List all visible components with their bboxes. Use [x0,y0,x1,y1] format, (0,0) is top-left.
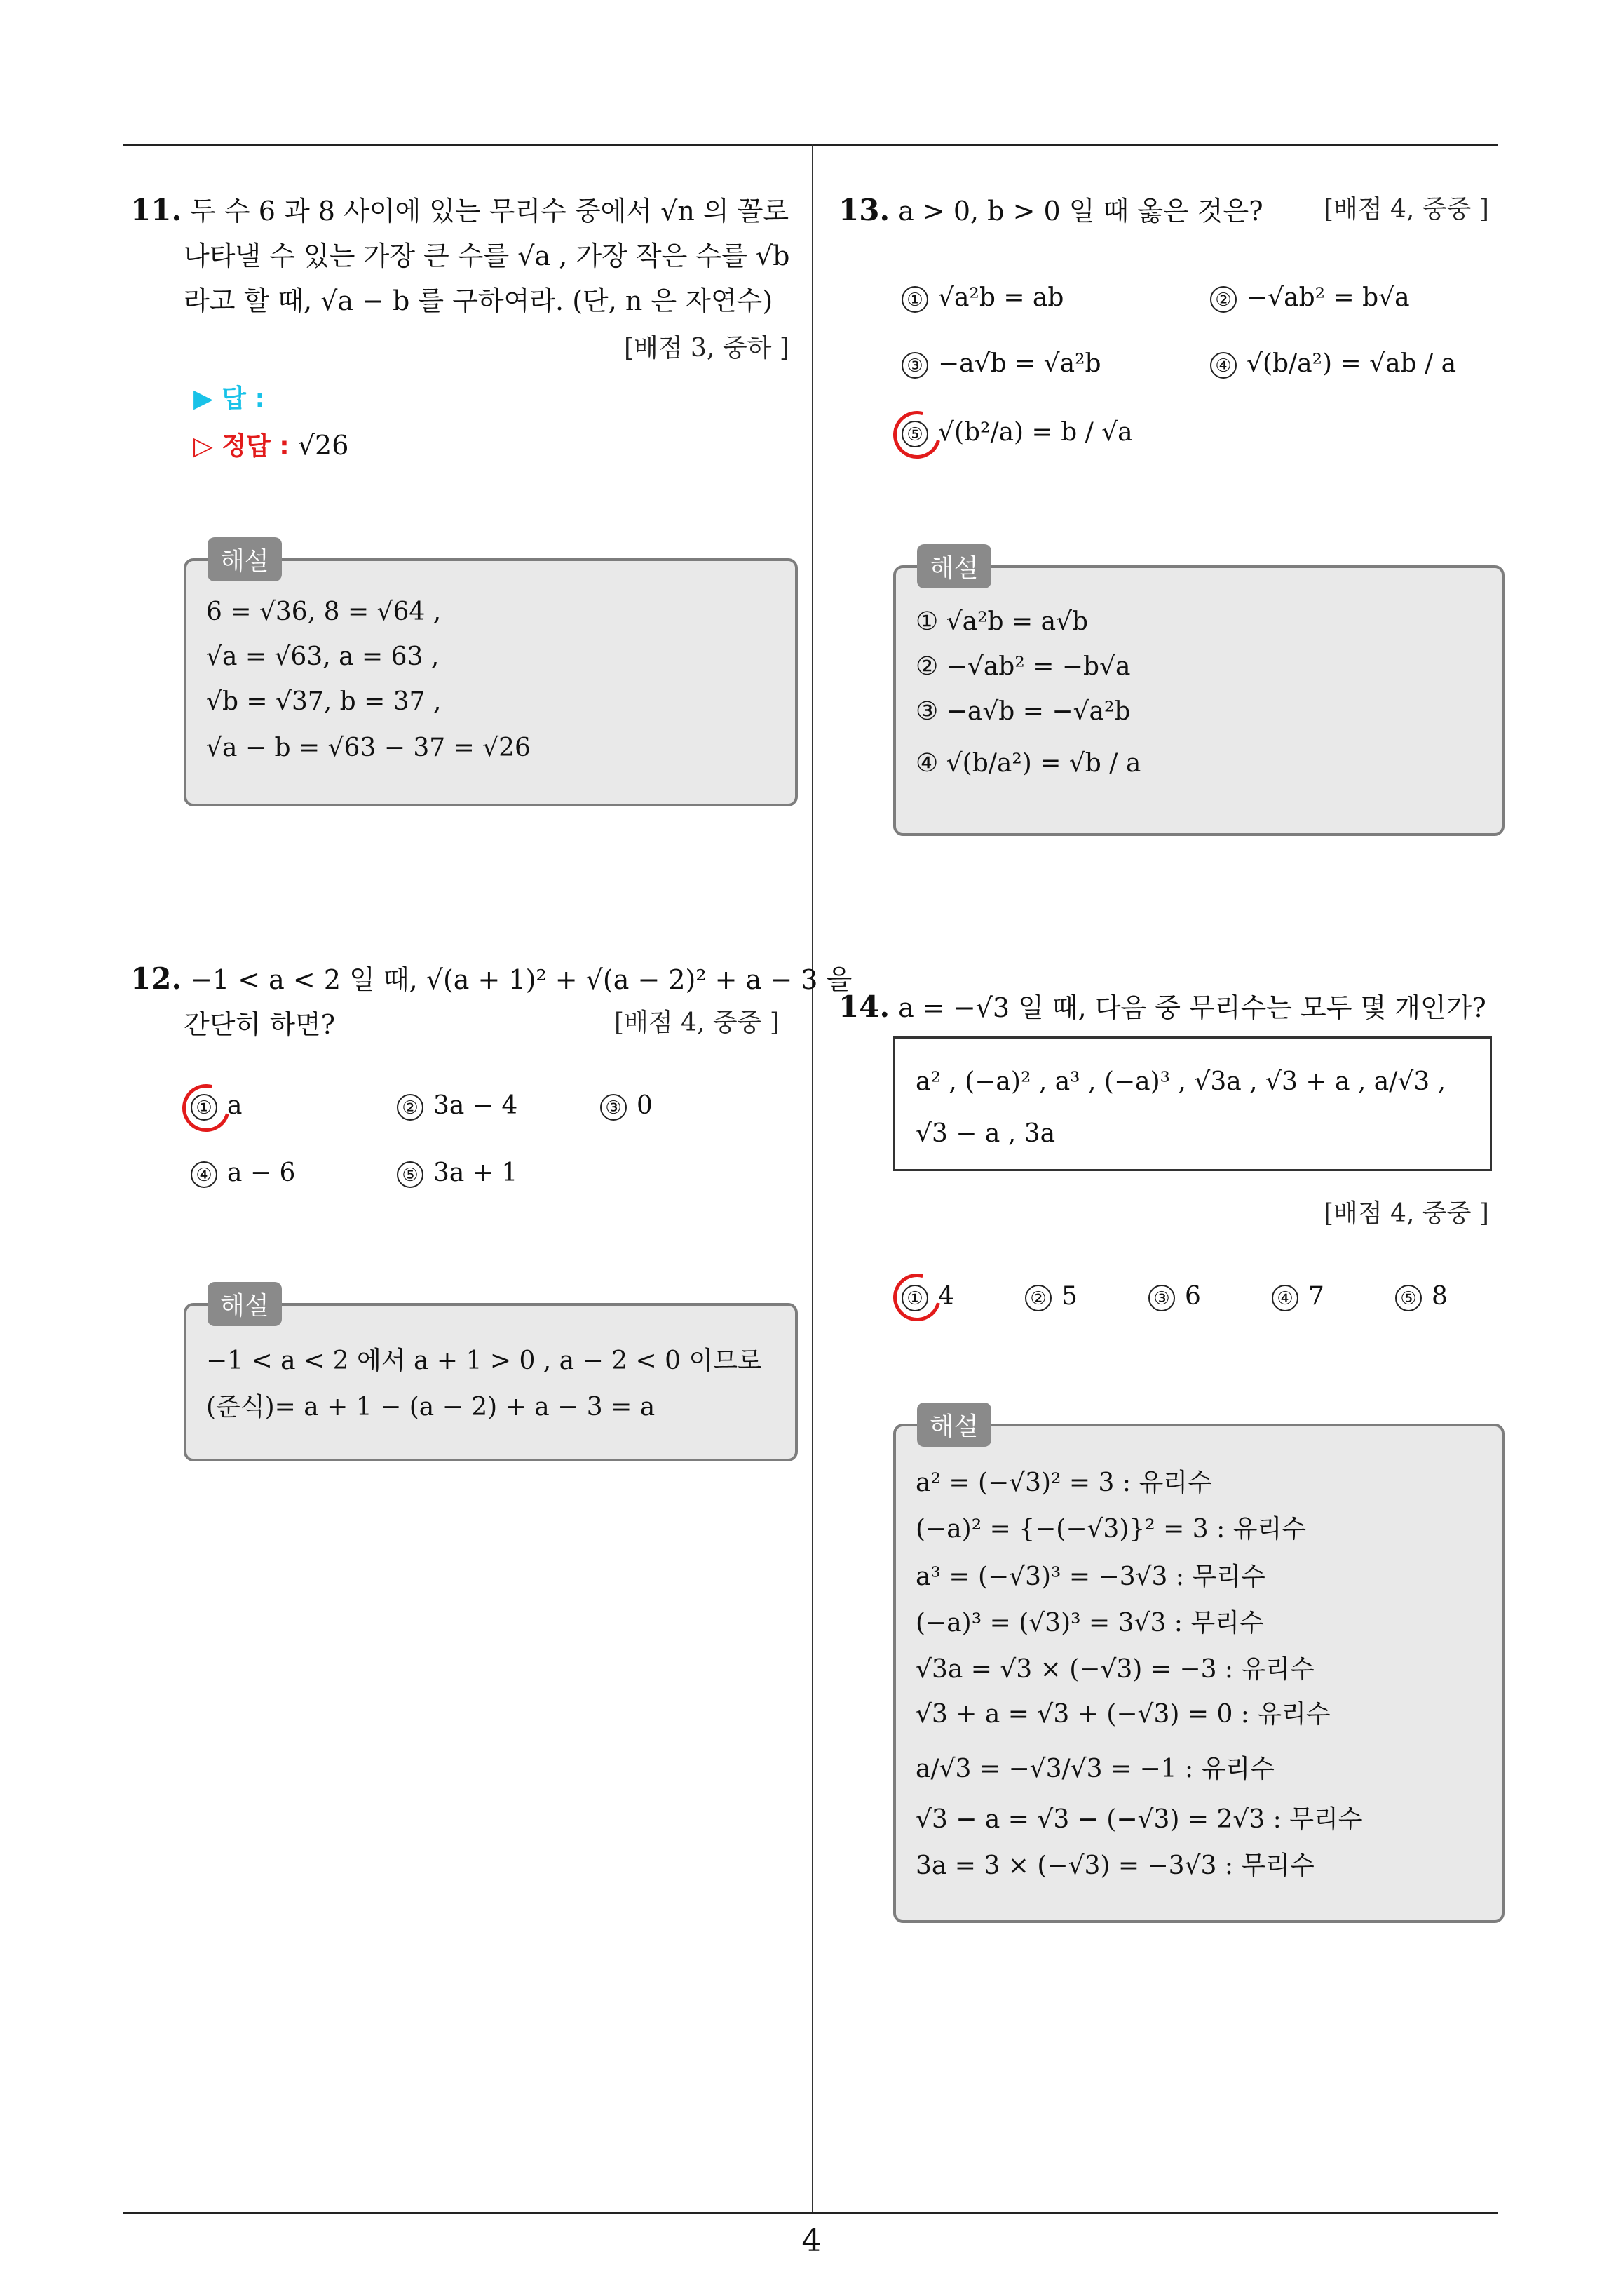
solution-line: √b = √37, b = 37 , [206,687,442,716]
question-number: 14. [838,990,890,1024]
option-text: 0 [637,1091,653,1120]
question-text: 두 수 6 과 8 사이에 있는 무리수 중에서 √n 의 꼴로 [190,196,789,227]
option-number: ④ [1210,352,1237,379]
top-rule [123,144,1498,146]
expression-line: √3 − a , 3a [916,1119,1056,1148]
solution-line: √3 + a = √3 + (−√3) = 0 : 유리수 [916,1700,1331,1729]
question-text: 라고 할 때, √a − b 를 구하여라. (단, n 은 자연수) [184,285,773,316]
option-text: −√ab² = b√a [1247,283,1410,312]
question-text: a > 0, b > 0 일 때 옳은 것은? [898,196,1263,227]
option-text: 3a + 1 [433,1159,518,1187]
question-text: −1 < a < 2 일 때, √(a + 1)² + √(a − 2)² + a − 3 을 [190,964,853,995]
option-number: ⑤ [397,1161,423,1188]
question-number: 12. [130,961,182,996]
option-1[interactable] [902,283,1064,313]
option-number: ③ [600,1094,627,1121]
option-number: ② [397,1094,423,1121]
score-meta: [배점 3, 중하 ] [624,334,789,363]
option-text: a − 6 [227,1159,296,1187]
solution-line: √3 − a = √3 − (−√3) = 2√3 : 무리수 [916,1805,1363,1834]
solution-line: −1 < a < 2 에서 a + 1 > 0 , a − 2 < 0 이므로 [206,1346,762,1375]
option-number: ② [1210,286,1237,313]
option-number: ② [1025,1285,1052,1311]
solution-line: ③ −a√b = −√a²b [916,697,1131,726]
option-number: ③ [1148,1285,1175,1311]
question-text: 간단히 하면? [184,1009,335,1040]
answer-label: ▶ 답 : [193,384,265,413]
question-text: 나타낼 수 있는 가장 큰 수를 √a , 가장 작은 수를 √b [184,241,790,271]
option-2[interactable] [1025,1282,1078,1311]
expression-box [893,1036,1492,1171]
solution-line: √a − b = √63 − 37 = √26 [206,734,531,762]
solution-title: 해설 [917,544,991,588]
bottom-rule [123,2212,1498,2214]
page-number: 4 [801,2223,822,2259]
option-5[interactable] [397,1159,517,1188]
option-3[interactable] [600,1091,653,1121]
solution-line: (−a)³ = (√3)³ = 3√3 : 무리수 [916,1609,1264,1637]
solution-line: (준식)= a + 1 − (a − 2) + a − 3 = a [206,1393,656,1422]
solution-line: ② −√ab² = −b√a [916,652,1131,681]
option-text: 3a − 4 [433,1091,518,1120]
option-number: ① [191,1094,217,1121]
option-text: √a²b = ab [938,283,1064,312]
solution-line: a³ = (−√3)³ = −3√3 : 무리수 [916,1562,1265,1591]
solution-box [184,1303,798,1461]
solution-line: √3a = √3 × (−√3) = −3 : 유리수 [916,1655,1315,1684]
option-number: ④ [1272,1285,1298,1311]
option-number: ① [902,1285,928,1311]
solution-box [184,558,798,806]
solution-line: √a = √63, a = 63 , [206,642,440,671]
option-number: ④ [191,1161,217,1188]
option-3[interactable] [902,349,1101,379]
option-number: ③ [902,352,928,379]
solution-line: 3a = 3 × (−√3) = −3√3 : 무리수 [916,1851,1315,1880]
option-4[interactable] [191,1159,295,1188]
score-meta: [배점 4, 중중 ] [614,1008,780,1037]
option-text: −a√b = √a²b [938,349,1101,378]
question-number: 13. [838,193,890,227]
score-meta: [배점 4, 중중 ] [1324,195,1489,224]
option-text: 7 [1308,1282,1324,1311]
option-number: ⑤ [1395,1285,1422,1311]
solution-line: ① √a²b = a√b [916,607,1089,636]
option-1[interactable] [191,1091,242,1121]
score-meta: [배점 4, 중중 ] [1324,1199,1489,1228]
solution-title: 해설 [917,1403,991,1447]
solution-line: ④ √(b/a²) = √b / a [916,749,1141,778]
option-number: ① [902,286,928,313]
option-4[interactable] [1272,1282,1324,1311]
solution-title: 해설 [208,537,282,581]
option-2[interactable] [397,1091,517,1121]
option-1[interactable] [902,1282,954,1311]
solution-line: a/√3 = −√3/√3 = −1 : 유리수 [916,1755,1275,1783]
solution-title: 해설 [208,1282,282,1326]
expression-line: a² , (−a)² , a³ , (−a)³ , √3a , √3 + a , a/√3 , [916,1067,1446,1096]
question-number: 11. [130,193,182,227]
option-3[interactable] [1148,1282,1201,1311]
option-text: 4 [938,1282,954,1311]
option-text: 8 [1432,1282,1448,1311]
option-number: ⑤ [902,421,928,447]
column-divider [812,144,813,2213]
solution-line: (−a)² = {−(−√3)}² = 3 : 유리수 [916,1515,1306,1544]
option-5[interactable] [902,418,1133,447]
solution-line: 6 = √36, 8 = √64 , [206,597,442,626]
solution-line: a² = (−√3)² = 3 : 유리수 [916,1468,1212,1497]
option-text: a [227,1091,243,1120]
option-text: √(b/a²) = √ab / a [1247,349,1457,378]
option-5[interactable] [1395,1282,1448,1311]
option-text: √(b²/a) = b / √a [938,418,1133,447]
correct-answer-value: √26 [297,430,349,461]
option-text: 5 [1061,1282,1078,1311]
question-text: a = −√3 일 때, 다음 중 무리수는 모두 몇 개인가? [898,992,1486,1023]
option-2[interactable] [1210,283,1410,313]
option-text: 6 [1185,1282,1201,1311]
option-4[interactable] [1210,349,1456,379]
correct-answer-label: ▷ 정답 : [193,432,290,461]
